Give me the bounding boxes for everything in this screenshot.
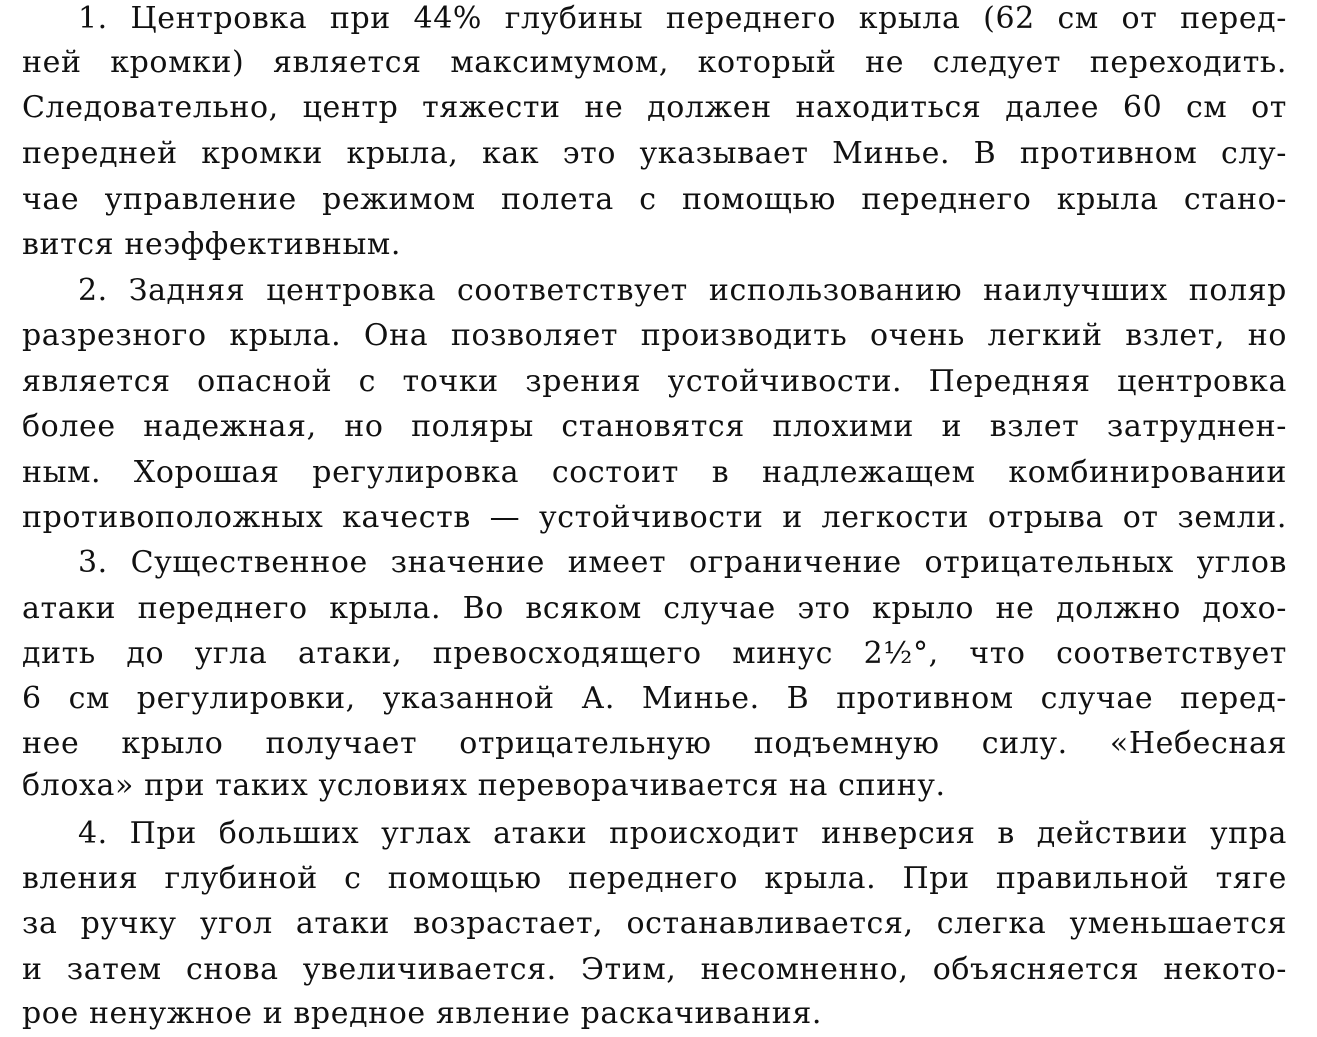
paragraph-1-line-1: 1. Центровка при 44% глубины переднего крыла (62 см от перед- bbox=[78, 1, 1287, 36]
paragraph-1-line-5: чае управление режимом полета с помощью переднего крыла стано- bbox=[22, 182, 1287, 217]
paragraph-4-line-5: рое ненужное и вредное явление раскачивания. bbox=[22, 996, 822, 1031]
paragraph-3-line-6: блоха» при таких условиях переворачивается на спину. bbox=[22, 768, 946, 803]
paragraph-1-line-2: ней кромки) является максимумом, который не следует переходить. bbox=[22, 45, 1287, 80]
paragraph-2-line-4: более надежная, но поляры становятся плохими и взлет затруднен- bbox=[22, 409, 1287, 444]
paragraph-2-line-3: является опасной с точки зрения устойчивости. Передняя центровка bbox=[22, 364, 1287, 399]
paragraph-2-line-6: противоположных качеств — устойчивости и легкости отрыва от земли. bbox=[22, 500, 1287, 535]
paragraph-3-line-4: 6 см регулировки, указанной А. Минье. В противном случае перед- bbox=[22, 681, 1287, 716]
paragraph-1-line-3: Следовательно, центр тяжести не должен находиться далее 60 см от bbox=[22, 90, 1287, 125]
paragraph-2-line-1: 2. Задняя центровка соответствует использованию наилучших поляр bbox=[78, 273, 1287, 308]
paragraph-3-line-3: дить до угла атаки, превосходящего минус 2½°, что соответствует bbox=[22, 636, 1287, 671]
paragraph-2-line-2: разрезного крыла. Она позволяет производить очень легкий взлет, но bbox=[22, 318, 1287, 353]
paragraph-4-line-4: и затем снова увеличивается. Этим, несомненно, объясняется некото- bbox=[22, 952, 1287, 987]
paragraph-2-line-5: ным. Хорошая регулировка состоит в надлежащем комбинировании bbox=[22, 455, 1287, 490]
paragraph-1-line-4: передней кромки крыла, как это указывает Минье. В противном слу- bbox=[22, 136, 1287, 171]
paragraph-4-line-1: 4. При больших углах атаки происходит инверсия в действии упра bbox=[78, 816, 1287, 851]
paragraph-3-line-2: атаки переднего крыла. Во всяком случае это крыло не должно дохо- bbox=[22, 591, 1287, 626]
paragraph-4-line-2: вления глубиной с помощью переднего крыла. При правильной тяге bbox=[22, 861, 1287, 896]
paragraph-4-line-3: за ручку угол атаки возрастает, останавливается, слегка уменьшается bbox=[22, 906, 1287, 941]
paragraph-3-line-1: 3. Существенное значение имеет ограничение отрицательных углов bbox=[78, 545, 1287, 580]
paragraph-3-line-5: нее крыло получает отрицательную подъемную силу. «Небесная bbox=[22, 726, 1287, 761]
paragraph-1-line-6: вится неэффективным. bbox=[22, 227, 401, 262]
